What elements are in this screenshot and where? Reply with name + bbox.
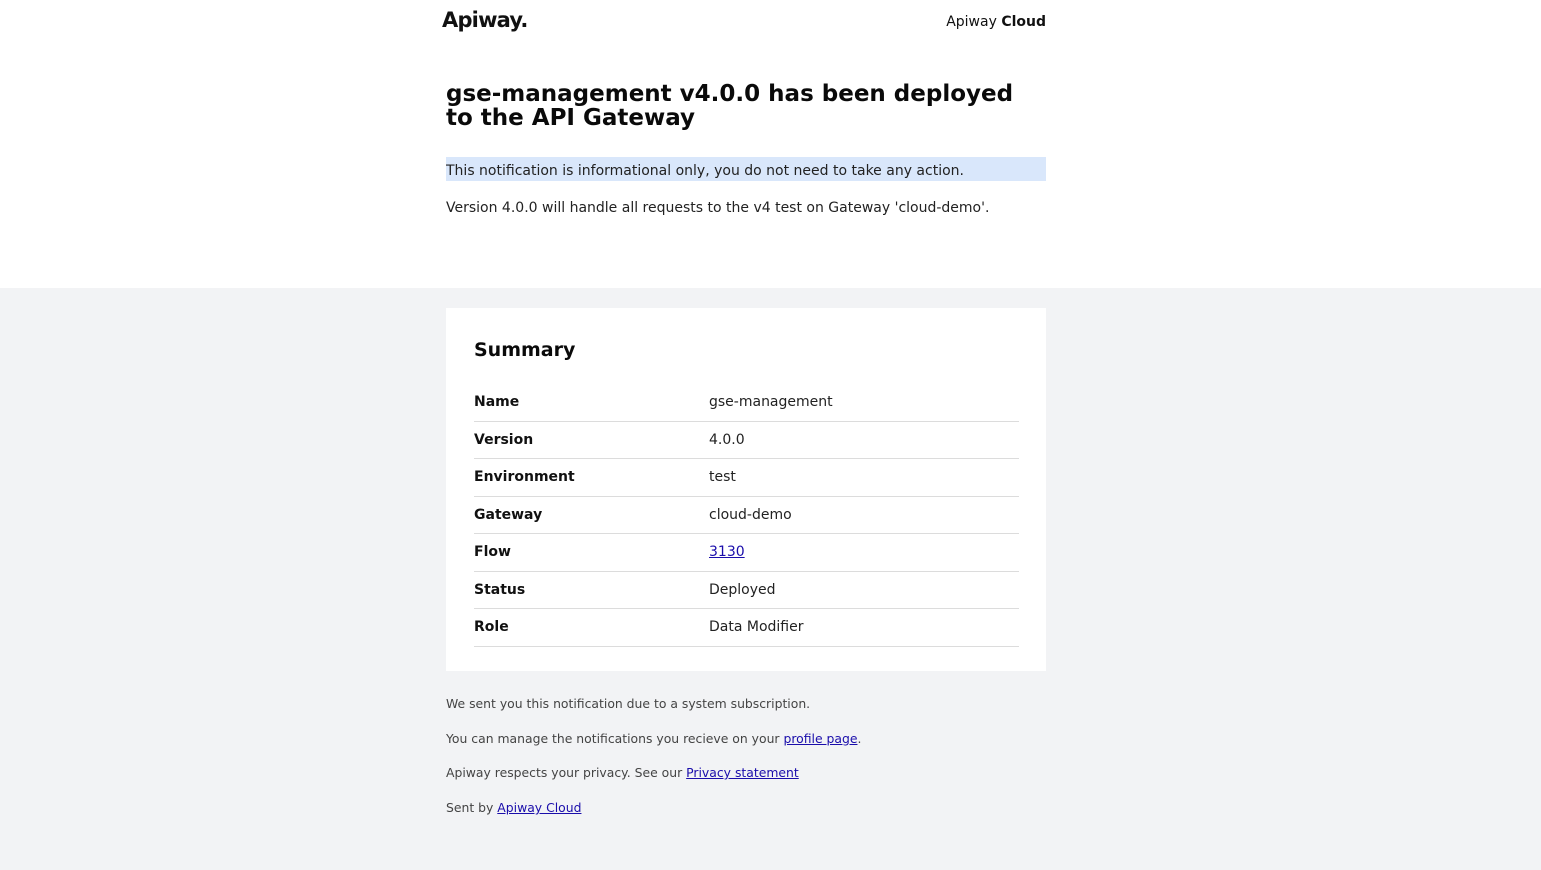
row-label: Gateway	[474, 506, 543, 523]
summary-row-flow	[474, 534, 1019, 572]
row-value: test	[709, 469, 736, 486]
row-label: Name	[474, 394, 520, 411]
privacy-prefix: Apiway respects your privacy. See our	[446, 765, 687, 781]
deployment-description: Version 4.0.0 will handle all requests to the v4 test on Gateway 'cloud-demo'.	[446, 200, 990, 216]
row-label: Flow	[474, 544, 511, 561]
summary-row-environment	[474, 459, 1019, 497]
email-footer	[446, 696, 1066, 835]
row-label: Environment	[474, 469, 575, 486]
apiway-logo: Apiway.	[442, 8, 528, 32]
row-value: 4.0.0	[709, 431, 745, 448]
summary-row-name	[474, 384, 1019, 422]
sent-by-prefix: Sent by	[446, 800, 498, 816]
brand-bold: Cloud	[1001, 14, 1046, 30]
summary-card	[446, 308, 1046, 671]
brand-label	[946, 14, 1046, 30]
sent-by-note	[446, 800, 1066, 835]
row-label: Version	[474, 431, 534, 448]
subscription-note: We sent you this notification due to a system subscription.	[446, 696, 811, 711]
header	[442, 8, 1046, 38]
email-body-section	[0, 288, 1541, 870]
summary-row-version	[474, 422, 1019, 460]
summary-table	[474, 384, 1019, 647]
row-value: gse-management	[709, 394, 833, 411]
row-value: Deployed	[709, 581, 776, 598]
row-value: cloud-demo	[709, 506, 792, 523]
row-label: Status	[474, 581, 526, 598]
privacy-note	[446, 765, 1066, 800]
row-value	[709, 544, 745, 560]
manage-notifications-note	[446, 731, 1066, 766]
email-header-section	[0, 0, 1541, 288]
flow-link[interactable]: 3130	[709, 544, 745, 561]
manage-prefix: You can manage the notifications you recieve on your	[446, 730, 784, 746]
manage-suffix: .	[857, 730, 862, 746]
apiway-cloud-link[interactable]: Apiway Cloud	[497, 800, 582, 816]
summary-row-gateway	[474, 497, 1019, 535]
informational-notice: This notification is informational only, you do not need to take any action.	[446, 157, 1046, 181]
privacy-statement-link[interactable]: Privacy statement	[686, 765, 799, 781]
row-label: Role	[474, 619, 509, 636]
summary-row-status	[474, 572, 1019, 610]
summary-row-role	[474, 609, 1019, 647]
row-value: Data Modifier	[709, 619, 804, 636]
page-title: gse-management v4.0.0 has been deployed to the API Gateway	[446, 81, 1014, 131]
summary-heading: Summary	[474, 339, 576, 361]
profile-page-link[interactable]: profile page	[783, 730, 858, 746]
brand-prefix: Apiway	[946, 14, 997, 30]
